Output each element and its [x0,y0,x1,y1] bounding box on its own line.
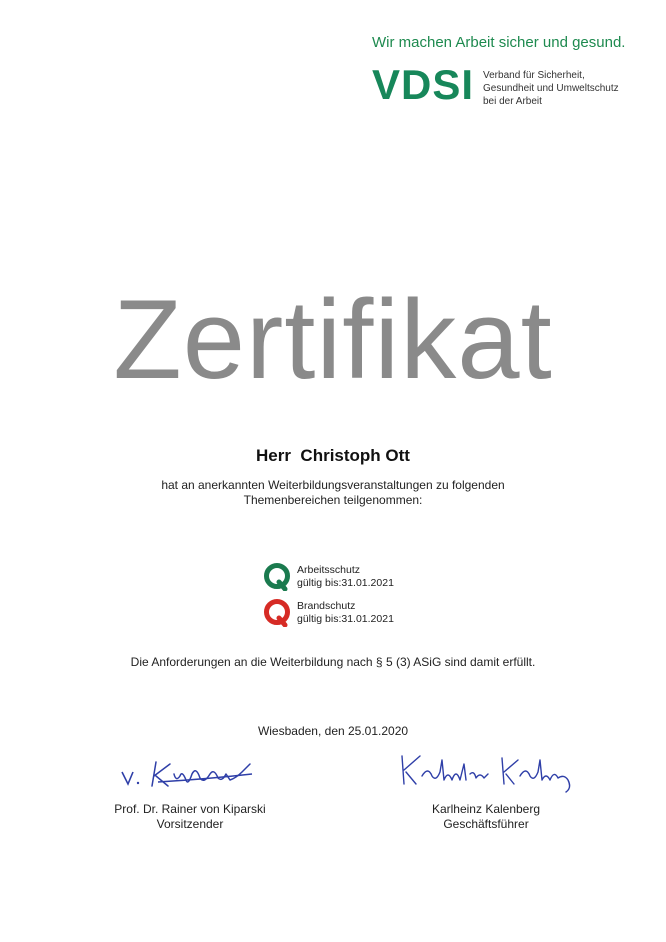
q-brandschutz-icon [263,599,291,627]
slogan: Wir machen Arbeit sicher und gesund. [372,34,626,51]
certificate-title: Zertifikat [113,277,553,402]
topic-validity: gültig bis:31.01.2021 [297,577,394,589]
signatory-1 [70,802,310,832]
organization-line: bei der Arbeit [483,96,542,107]
intro-text [0,478,666,508]
topic-name: Arbeitsschutz [297,564,361,576]
intro-line: Themenbereichen teilgenommen: [243,493,423,507]
vdsi-logo: VDSI [372,61,475,108]
topic-validity: gültig bis:31.01.2021 [297,613,394,625]
topic-arbeitsschutz [263,562,463,592]
signatory-role: Geschäftsführer [443,817,529,831]
signature-kalenberg [398,750,583,796]
place-date: Wiesbaden, den 25.01.2020 [257,724,409,738]
organization-name [483,69,619,108]
signatory-role: Vorsitzender [156,817,224,831]
signatory-name: Prof. Dr. Rainer von Kiparski [114,802,266,816]
signature-kiparski [118,752,268,792]
organization-line: Verband für Sicherheit, [483,70,585,81]
organization-line: Gesundheit und Umweltschutz [483,83,619,94]
topic-name: Brandschutz [297,600,356,612]
signatory-name: Karlheinz Kalenberg [431,802,541,816]
recipient-name: Herr Christoph Ott [256,446,410,465]
topic-brandschutz [263,598,463,628]
requirement-statement: Die Anforderungen an die Weiterbildung nach § 5 (3) ASiG sind damit erfüllt. [130,655,536,669]
intro-line: hat an anerkannten Weiterbildungsveranstaltungen zu folgenden [161,478,505,492]
signatory-2 [366,802,606,832]
q-arbeitsschutz-icon [263,563,291,591]
